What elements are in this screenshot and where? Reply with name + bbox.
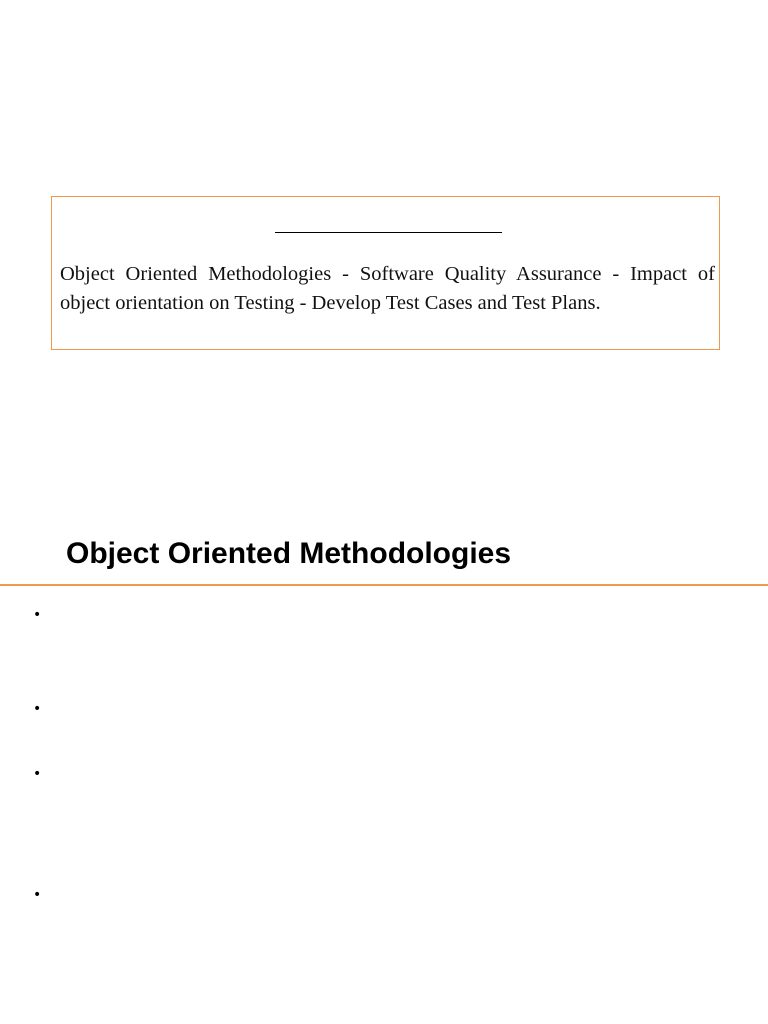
bullet-marker: • [33,607,42,623]
title-divider [0,584,768,586]
section-title: Object Oriented Methodologies [66,537,512,570]
bullet-marker: • [33,887,42,903]
bullet-marker: • [33,701,42,717]
bullet-marker: • [33,766,42,782]
title-underline-rule [275,232,502,233]
syllabus-box [51,196,720,350]
syllabus-text: Object Oriented Methodologies - Software Quality Assurance - Impact of object orientation on Testing - Develop Test Cases and Test Plans. [60,263,715,314]
